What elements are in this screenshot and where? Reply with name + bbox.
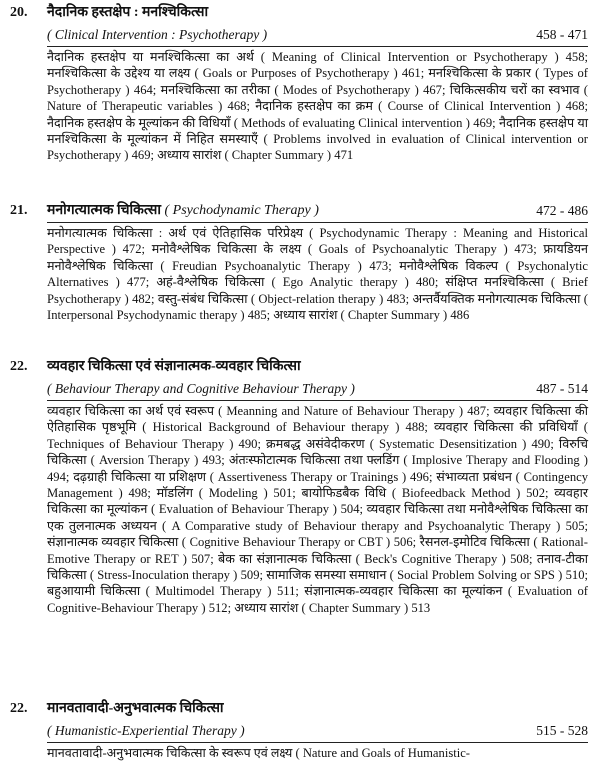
section-divider	[47, 46, 588, 47]
chapter-number: 22.	[10, 701, 28, 716]
chapter-title: व्यवहार चिकित्सा एवं संज्ञानात्मक-व्यवहार चिकित्सा	[47, 359, 301, 374]
section-divider	[47, 222, 588, 223]
section-divider	[47, 400, 588, 401]
chapter-title: मानवतावादी-अनुभवात्मक चिकित्सा	[47, 701, 224, 716]
chapter-contents: व्यवहार चिकित्सा का अर्थ एवं स्वरूप ( Meanning and Nature of Behaviour Therapy ) 487; व्यवहार चिकित्सा की ऐतिहासिक पृष्ठभूमि ( Historical Background of Behaviour therapy ) 488; व्यवहार चिकित्सा की प्रविधियाँ ( Techniques of Behaviour Therapy ) 490; क्रमबद्ध असंवेदीकरण ( Systematic Desensitization ) 490; विरुचि चिकित्सा ( Aversion Therapy ) 493; अंतःस्फोटात्मक चिकित्सा तथा फ्लडिंग ( Implosive Therapy and Flooding ) 494; दढ़ग्राही चिकित्सा या प्रशिक्षण ( Assertiveness Therapy or Trainings ) 496; संभाव्यता प्रबंधन ( Contingency Management ) 498; मॉडलिंग ( Modeling ) 501; बायोफिडबैक विधि ( Biofeedback Method ) 502; व्यवहार चिकित्सा का मूल्यांकन ( Evaluation of Behaviour Therapy ) 504; व्यवहार चिकित्सा तथा मनोवैश्लेषिक चिकित्सा का एक तुलनात्मक अध्ययन ( A Comparative study of Behaviour therapy and Psychoanalytic Therapy ) 505; संज्ञानात्मक व्यवहार चिकित्सा ( Cognitive Behaviour Therapy or CBT ) 506; रैसनल-इमोटिव चिकित्सा ( Rational-Emotive Therapy or RET ) 507; बेक का संज्ञानात्मक चिकित्सा ( Beck's Cognitive Therapy ) 508; तनाव-टीका चिकित्सा ( Stress-Inoculation therapy ) 509; सामाजिक समस्या समाधान ( Social Problem Solving or SPS ) 510; बहुआयामी चिकित्सा ( Multimodel Therapy ) 511; संज्ञानात्मक-व्यवहार चिकित्सा का मूल्यांकन ( Evaluation of Cognitive-Behaviour Therapy ) 512; अध्याय सारांश ( Chapter Summary ) 513	[47, 404, 588, 615]
chapter-page-range: 487 - 514	[536, 381, 588, 396]
chapter-number: 21.	[10, 203, 28, 218]
chapter-number: 22.	[10, 359, 28, 374]
chapter-contents: नैदानिक हस्तक्षेप या मनश्चिकित्सा का अर्थ ( Meaning of Clinical Intervention or Psychotherapy ) 458; मनश्चिकित्सा के उद्देश्य या लक्ष्य ( Goals or Purposes of Psychotherapy ) 461; मनश्चिकित्सा के प्रकार ( Types of Psychotherapy ) 464; मनश्चिकित्सा का तरीका ( Modes of Psychotherapy ) 467; चिकित्सकीय चरों का स्वभाव ( Nature of Therapeutic variables ) 468; नैदानिक हस्तक्षेप का क्रम ( Course of Clinical Intervention ) 468; नैदानिक हस्तक्षेप के मूल्यांकन की विधियाँ ( Methods of evaluating Clinical intervention ) 469; नैदानिक हस्तक्षेप या मनश्चिकित्सा के मूल्यांकन में निहित समस्याएँ ( Problems involved in evaluation of Clinical intervention or Psychotherapy ) 469; अध्याय सारांश ( Chapter Summary ) 471	[47, 50, 588, 163]
chapter-title: नैदानिक हस्तक्षेप : मनश्चिकित्सा	[47, 5, 209, 20]
chapter-page-range: 458 - 471	[536, 27, 588, 42]
chapter-number: 20.	[10, 5, 28, 20]
chapter-subtitle: ( Behaviour Therapy and Cognitive Behaviour Therapy )	[47, 381, 355, 396]
chapter-contents: मनोगत्यात्मक चिकित्सा : अर्थ एवं ऐतिहासिक परिप्रेक्ष्य ( Psychodynamic Therapy : Meaning and Historical Perspective ) 472; मनोवैश्लेषिक चिकित्सा के लक्ष्य ( Goals of Psychoanalytic Therapy ) 473; फ्रायडियन मनोवैश्लेषिक चिकित्सा ( Freudian Psychoanalytic Therapy ) 473; मनोवैश्लेषिक विकल्प ( Psychonalytic Alternatives ) 477; अहं-वैश्लेषिक चिकित्सा ( Ego Analytic therapy ) 480; संक्षिप्त मनश्चिकित्सा ( Brief Psychotherapy ) 482; वस्तु-संबंध चिकित्सा ( Object-relation therapy ) 483; अन्तर्वैयक्तिक मनोगत्यात्मक चिकित्सा ( Interpersonal Psychodynamic therapy ) 485; अध्याय सारांश ( Chapter Summary ) 486	[47, 226, 588, 323]
chapter-title-hindi: मनोगत्यात्मक चिकित्सा	[47, 203, 162, 218]
chapter-subtitle: ( Clinical Intervention : Psychotherapy )	[47, 27, 268, 42]
chapter-page-range: 472 - 486	[536, 203, 588, 218]
chapter-subtitle: ( Humanistic-Experiential Therapy )	[47, 723, 245, 738]
chapter-title	[47, 202, 319, 220]
chapter-title-english: ( Psychodynamic Therapy )	[164, 203, 319, 218]
section-divider	[47, 742, 588, 743]
chapter-page-range: 515 - 528	[536, 723, 588, 738]
chapter-contents: मानवतावादी-अनुभवात्मक चिकित्सा के स्वरूप एवं लक्ष्य ( Nature and Goals of Humanistic-	[47, 746, 470, 760]
